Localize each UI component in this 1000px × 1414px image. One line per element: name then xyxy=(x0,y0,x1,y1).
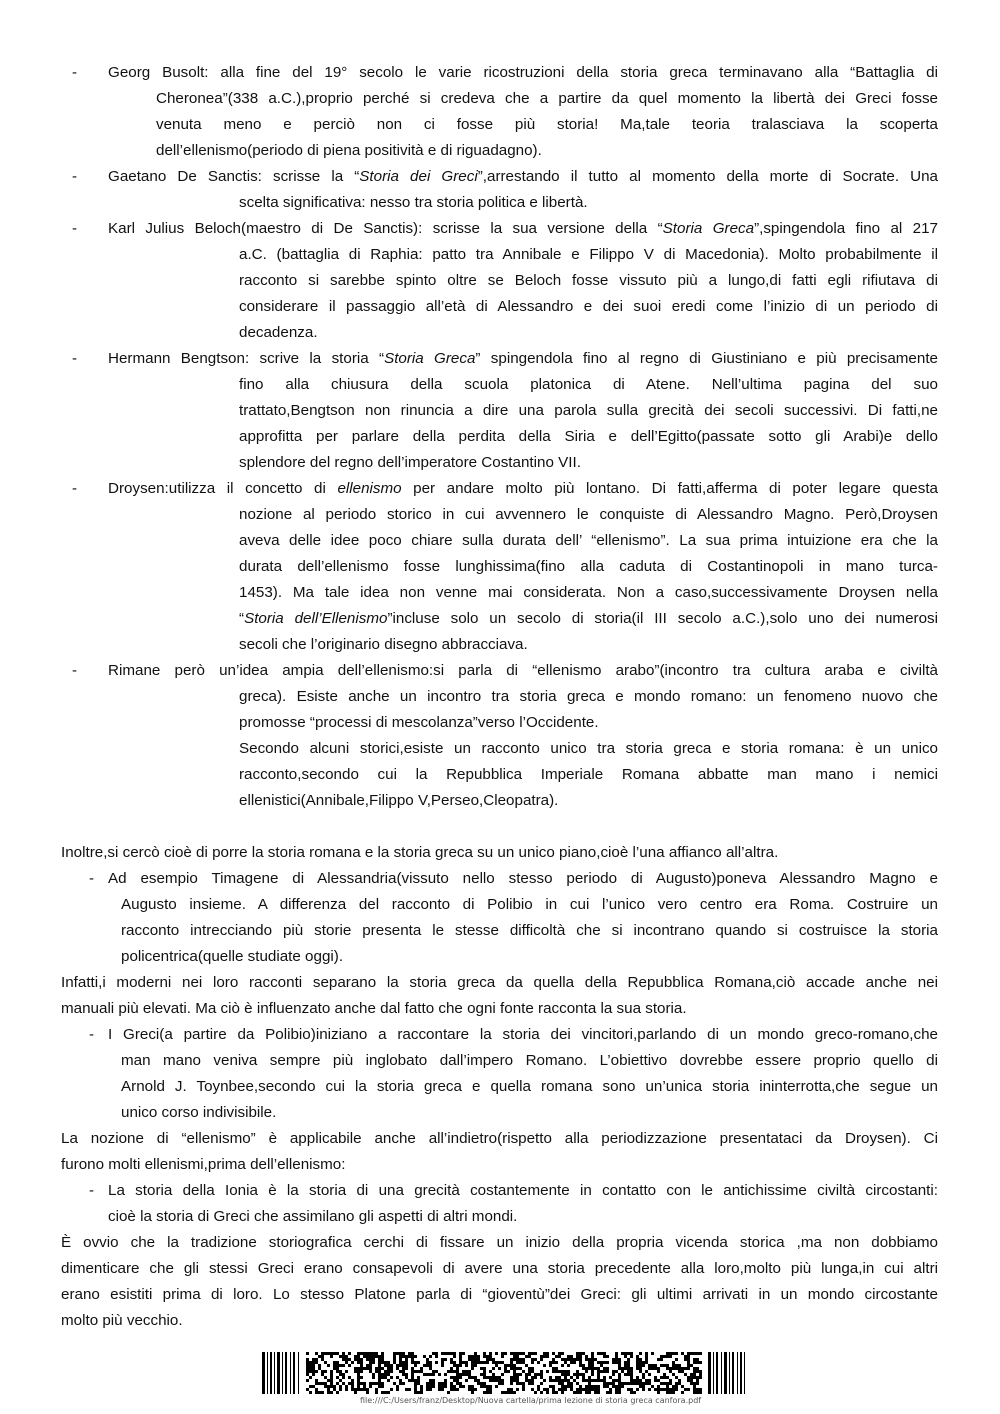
text-line: considerare il passaggio all’età di Alessandro e dei suoi eredi come l’inizio di un periodo di xyxy=(239,298,938,315)
text-line: aveva delle idee poco chiare sulla durata dell’ “ellenismo”. La sua prima intuizione era che la xyxy=(239,532,938,549)
bullet-dash: - xyxy=(89,1026,95,1043)
text-run: Droysen:utilizza il concetto di xyxy=(108,480,338,497)
text-line: decadenza. xyxy=(239,324,318,341)
text-line: approfitta per parlare della perdita della Siria e dell’Egitto(passate sotto gli Arabi)e dello xyxy=(239,428,938,445)
bullet-dash: - xyxy=(72,220,78,237)
text-line: promosse “processi di mescolanza”verso l’Occidente. xyxy=(239,714,599,731)
text-line: racconto intrecciando più storie presenta le stesse difficoltà che si incontrano quando si costruisce la storia xyxy=(121,922,938,939)
list-item-bengtson xyxy=(108,346,938,476)
file-path-footer: file:///C:/Users/franz/Desktop/Nuova cartella/prima lezione di storia greca canfora.pdf xyxy=(360,1396,702,1405)
list-item-ellenismo-arabo xyxy=(108,658,938,814)
italic-term: ellenismo xyxy=(337,480,402,497)
text-line: durata dell’ellenismo fosse lunghissima(fino alla caduta di Costantinopoli in mano turca- xyxy=(239,558,938,575)
text-line: Ad esempio Timagene di Alessandria(vissuto nello stesso periodo di Augusto)poneva Alessandro Magno e xyxy=(108,870,938,887)
list-item-de-sanctis xyxy=(108,164,938,216)
text-line: Rimane però un’idea ampia dell’ellenismo:si parla di “ellenismo arabo”(incontro tra cultura araba e civiltà xyxy=(108,662,938,679)
text-line: molto più vecchio. xyxy=(61,1312,183,1329)
sub-item-ionia xyxy=(108,1178,938,1230)
italic-title: Storia dei Greci xyxy=(359,168,478,185)
text-line xyxy=(108,216,938,242)
paragraph-text xyxy=(61,1126,938,1178)
text-run: ”,arrestando il tutto al momento della morte di Socrate. Una xyxy=(477,168,938,185)
bullet-dash: - xyxy=(72,64,78,81)
paragraph-text xyxy=(61,970,938,1022)
text-line: racconto,secondo cui la Repubblica Imperiale Romana abbatte man mano i nemici xyxy=(239,766,938,783)
text-line xyxy=(108,606,938,632)
text-run: ” spingendola fino al regno di Giustiniano e più precisamente xyxy=(475,350,938,367)
text-run: ”,spingendola fino al 217 xyxy=(754,220,938,237)
text-line: La nozione di “ellenismo” è applicabile anche all’indietro(rispetto alla periodizzazione presentataci da Droysen). Ci xyxy=(61,1130,938,1147)
text-line: cioè la storia di Greci che assimilano gli aspetti di altri mondi. xyxy=(108,1208,518,1225)
sub-item-polibio xyxy=(108,1022,938,1126)
text-line: fino alla chiusura della scuola platonica di Atene. Nell’ultima pagina del suo xyxy=(239,376,938,393)
text-line: secoli che l’originario disegno abbracciava. xyxy=(239,636,528,653)
sub-item-timagene xyxy=(108,866,938,970)
text-run: Karl Julius Beloch(maestro di De Sanctis): scrisse la sua versione della “ xyxy=(108,220,663,237)
text-line: furono molti ellenismi,prima dell’ellenismo: xyxy=(61,1156,346,1173)
text-line xyxy=(108,346,938,372)
text-line: dell’ellenismo(periodo di piena positività e di riguadagno). xyxy=(156,142,542,159)
text-line: Arnold J. Toynbee,secondo cui la storia greca e quella romana sono un’unica storia ininterrotta,che segue un xyxy=(121,1078,938,1095)
text-line: 1453). Ma tale idea non venne mai considerata. Non a caso,successivamente Droysen nella xyxy=(239,584,938,601)
text-line: splendore del regno dell’imperatore Costantino VII. xyxy=(239,454,581,471)
list-item-droysen xyxy=(108,476,938,658)
bullet-dash: - xyxy=(72,350,78,367)
text-line: erano esistiti prima di loro. Lo stesso Platone parla di “gioventù”dei Greci: gli ultimi arrivati in un mondo circostante xyxy=(61,1286,938,1303)
text-run: per andare molto più lontano. Di fatti,afferma di poter legare questa xyxy=(401,480,938,497)
text-line: trattato,Bengtson non rinuncia a dire una parola sulla grecità dei secoli successivi. Di fatti,ne xyxy=(239,402,938,419)
text-line: Secondo alcuni storici,esiste un racconto unico tra storia greca e storia romana: è un unico xyxy=(239,740,938,757)
text-line: racconto si sarebbe spinto oltre se Beloch fosse vissuto più a lungo,di fatti egli rifiutava di xyxy=(239,272,938,289)
italic-title: Storia Greca xyxy=(662,220,755,237)
text-run: ”incluse solo un secolo di storia(il III secolo a.C.),solo uno dei numerosi xyxy=(387,610,938,627)
text-line: man mano veniva sempre più inglobato dall’impero Romano. L’obiettivo dovrebbe essere proprio quello di xyxy=(121,1052,938,1069)
text-line: policentrica(quelle studiate oggi). xyxy=(121,948,344,965)
text-run: Hermann Bengtson: scrive la storia “ xyxy=(108,350,385,367)
italic-title: Storia Greca xyxy=(384,350,476,367)
text-line: Georg Busolt: alla fine del 19° secolo le varie ricostruzioni della storia greca terminavano alla “Battaglia di xyxy=(108,64,938,81)
text-line: Cheronea”(338 a.C.),proprio perché si credeva che a partire da quel momento la libertà dei Greci fosse xyxy=(156,90,938,107)
text-line xyxy=(108,476,938,502)
paragraph-text: Inoltre,si cercò cioè di porre la storia romana e la storia greca su un unico piano,cioè l’una affianco all’altra. xyxy=(61,844,779,861)
list-item-beloch xyxy=(108,216,938,346)
bullet-dash: - xyxy=(72,480,78,497)
text-line: manuali più elevati. Ma ciò è influenzato anche dal fatto che ogni fonte racconta la sua storia. xyxy=(61,1000,687,1017)
text-line: Augusto insieme. A differenza del racconto di Polibio in cui l’unico vero centro era Roma. Costruire un xyxy=(121,896,938,913)
text-line: greca). Esiste anche un incontro tra storia greca e mondo romano: un fenomeno nuovo che xyxy=(239,688,938,705)
italic-title: Storia dell’Ellenismo xyxy=(244,610,388,627)
bullet-dash: - xyxy=(72,168,78,185)
text-line: scelta significativa: nesso tra storia politica e libertà. xyxy=(239,194,588,211)
text-line: unico corso indivisibile. xyxy=(121,1104,277,1121)
text-line: nozione al periodo storico in cui avvennero le conquiste di Alessandro Magno. Però,Droysen xyxy=(239,506,938,523)
text-line: ellenistici(Annibale,Filippo V,Perseo,Cleopatra). xyxy=(239,792,559,809)
text-line: dimenticare che gli stessi Greci erano consapevoli di avere una storia precedente alla loro,molto più lunga,in cui altri xyxy=(61,1260,938,1277)
text-line: I Greci(a partire da Polibio)iniziano a raccontare la storia dei vincitori,parlando di un mondo greco-romano,che xyxy=(108,1026,938,1043)
text-line: È ovvio che la tradizione storiografica cerchi di fissare un inizio della propria vicenda storica ,ma non dobbiamo xyxy=(61,1234,938,1251)
text-line: venuta meno e perciò non ci fosse più storia! Ma,tale teoria tralasciava la scoperta xyxy=(156,116,938,133)
bullet-dash: - xyxy=(89,1182,95,1199)
text-line xyxy=(108,164,938,190)
text-run: Gaetano De Sanctis: scrisse la “ xyxy=(108,168,360,185)
text-line: Infatti,i moderni nei loro racconti separano la storia greca da quella della Repubblica Romana,ciò accade anche nei xyxy=(61,974,938,991)
bullet-dash: - xyxy=(89,870,95,887)
barcode-image xyxy=(262,1352,746,1394)
paragraph-text xyxy=(61,1230,938,1334)
text-line: La storia della Ionia è la storia di una grecità costantemente in contatto con le antichissime civiltà circostanti: xyxy=(108,1182,938,1199)
text-run: “ xyxy=(239,610,245,627)
bullet-dash: - xyxy=(72,662,78,679)
text-line: a.C. (battaglia di Raphia: patto tra Annibale e Filippo V di Macedonia). Molto probabilmente il xyxy=(239,246,938,263)
list-item-busolt xyxy=(108,60,938,164)
